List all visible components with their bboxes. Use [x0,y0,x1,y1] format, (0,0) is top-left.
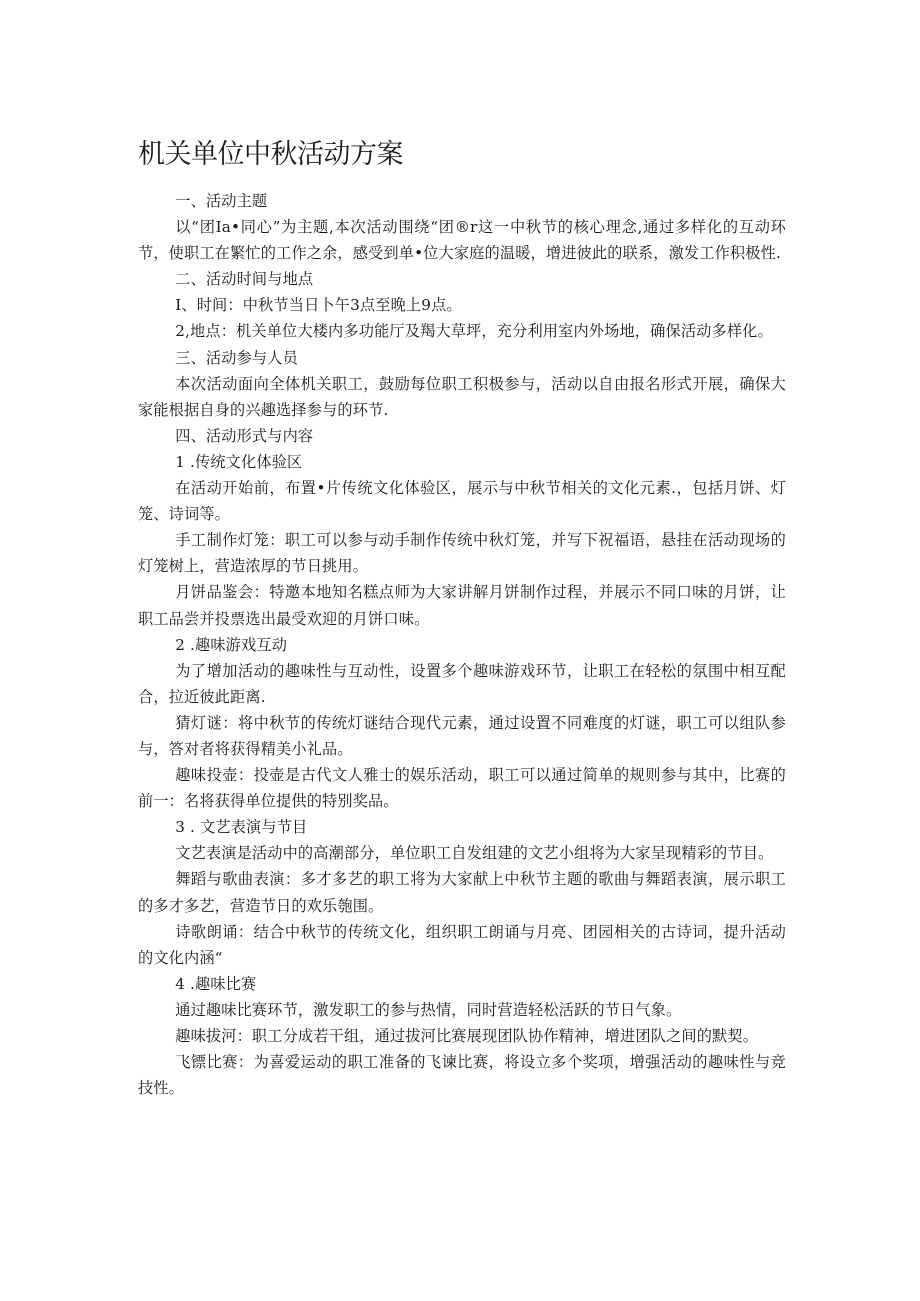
subheading-games: 2 .趣味游戏互动 [175,635,288,654]
subheading-competitions: 4 .趣味比赛 [175,974,257,993]
section-heading-theme: 一、活动主题 [175,192,268,210]
paragraph-pitch-pot: 趣味投壶：投壶是古代文人雅士的娱乐活动，职工可以通过简单的规则参与其中，比赛的前一：名将获得单位提供的特别奖品。 [138,766,786,811]
document-body [138,188,786,1101]
paragraph-games-intro: 为了增加活动的趣味性与互动性，设置多个趣味游戏环节，让职工在轻松的氛围中相互配合，拉近彼此距离. [138,661,786,706]
paragraph-culture-intro: 在活动开始前，布置•片传统文化体验区，展示与中秋节相关的文化元素.，包括月饼、灯笼、诗词等。 [138,479,786,524]
document-title: 机关单位中秋活动方案 [138,139,403,170]
paragraph-lantern: 手工制作灯笼：职工可以参与动手制作传统中秋灯笼，并写下祝福语，悬挂在活动现场的灯笼树上，营造浓厚的节日挑用。 [138,531,786,576]
paragraph-poetry: 诗歌朗诵：结合中秋节的传统文化，组织职工朗诵与月亮、团园相关的古诗词，提升活动的文化内涵“ [138,922,786,967]
paragraph-performances-intro: 文艺表演是活动中的高潮部分，单位职工自发组建的文艺小组将为大家呈现精彩的节目。 [175,844,774,863]
paragraph-participants: 本次活动面向全体机关职工，鼓励每位职工积极参与，活动以自由报名形式开展，确保大家能根据自身的兴趣选择参与的环节. [138,374,786,419]
paragraph-mooncake: 月饼品鉴会：特邀本地知名糕点师为大家讲解月饼制作过程，并展示不同口味的月饼，让职工品尝并投票选出最受欢迎的月饼口味。 [138,583,786,628]
paragraph-riddles: 猜灯谜：将中秋节的传统灯谜结合现代元素，通过设置不同难度的灯谜，职工可以组队参与，答对者将获得精美小礼品。 [138,713,786,758]
paragraph-place: 2,地点：机关单位大楼内多功能厅及羯大草坪，充分利用室内外场地，确保活动多样化。 [175,322,773,341]
paragraph-time: I、时间：中秋节当日卜午3点至晚上9点。 [175,296,462,315]
subheading-performances: 3 . 文艺表演与节目 [175,818,308,837]
section-heading-activities: 四、活动形式与内容 [175,426,314,445]
subheading-culture: 1 .传统文化体验区 [175,452,303,471]
paragraph-competitions-intro: 通过趣味比赛环节，激发职工的参与热情，同时营造轻松活跃的节日气象。 [175,1000,682,1019]
paragraph-tug-of-war: 趣味拔河：职工分成若干组，通过拔河比赛展现团队协作精神，增进团队之间的默契。 [175,1027,759,1045]
paragraph-theme: 以“团Ia•同心”为主题,本次活动围绕“团®r这一中秋节的核心理念,通过多样化的互动环节，使职工在繁忙的工作之余，感受到单•位大家庭的温暖，增进彼此的联系，激发工作积极性. [138,218,786,263]
paragraph-dance-song: 舞蹈与歌曲表演：多才多艺的职工将为大家献上中秋节主题的歌曲与舞蹈表演，展示职工的多才多艺，营造节日的欢乐匏围。 [138,870,786,915]
section-heading-time-place: 二、活动时间与地点 [175,270,314,289]
section-heading-participants: 三、活动参与人员 [175,348,298,367]
paragraph-darts: 飞镖比赛：为喜爱运动的职工准备的飞谏比赛，将设立多个奖项，增强活动的趣味性与竞技性。 [138,1053,786,1098]
